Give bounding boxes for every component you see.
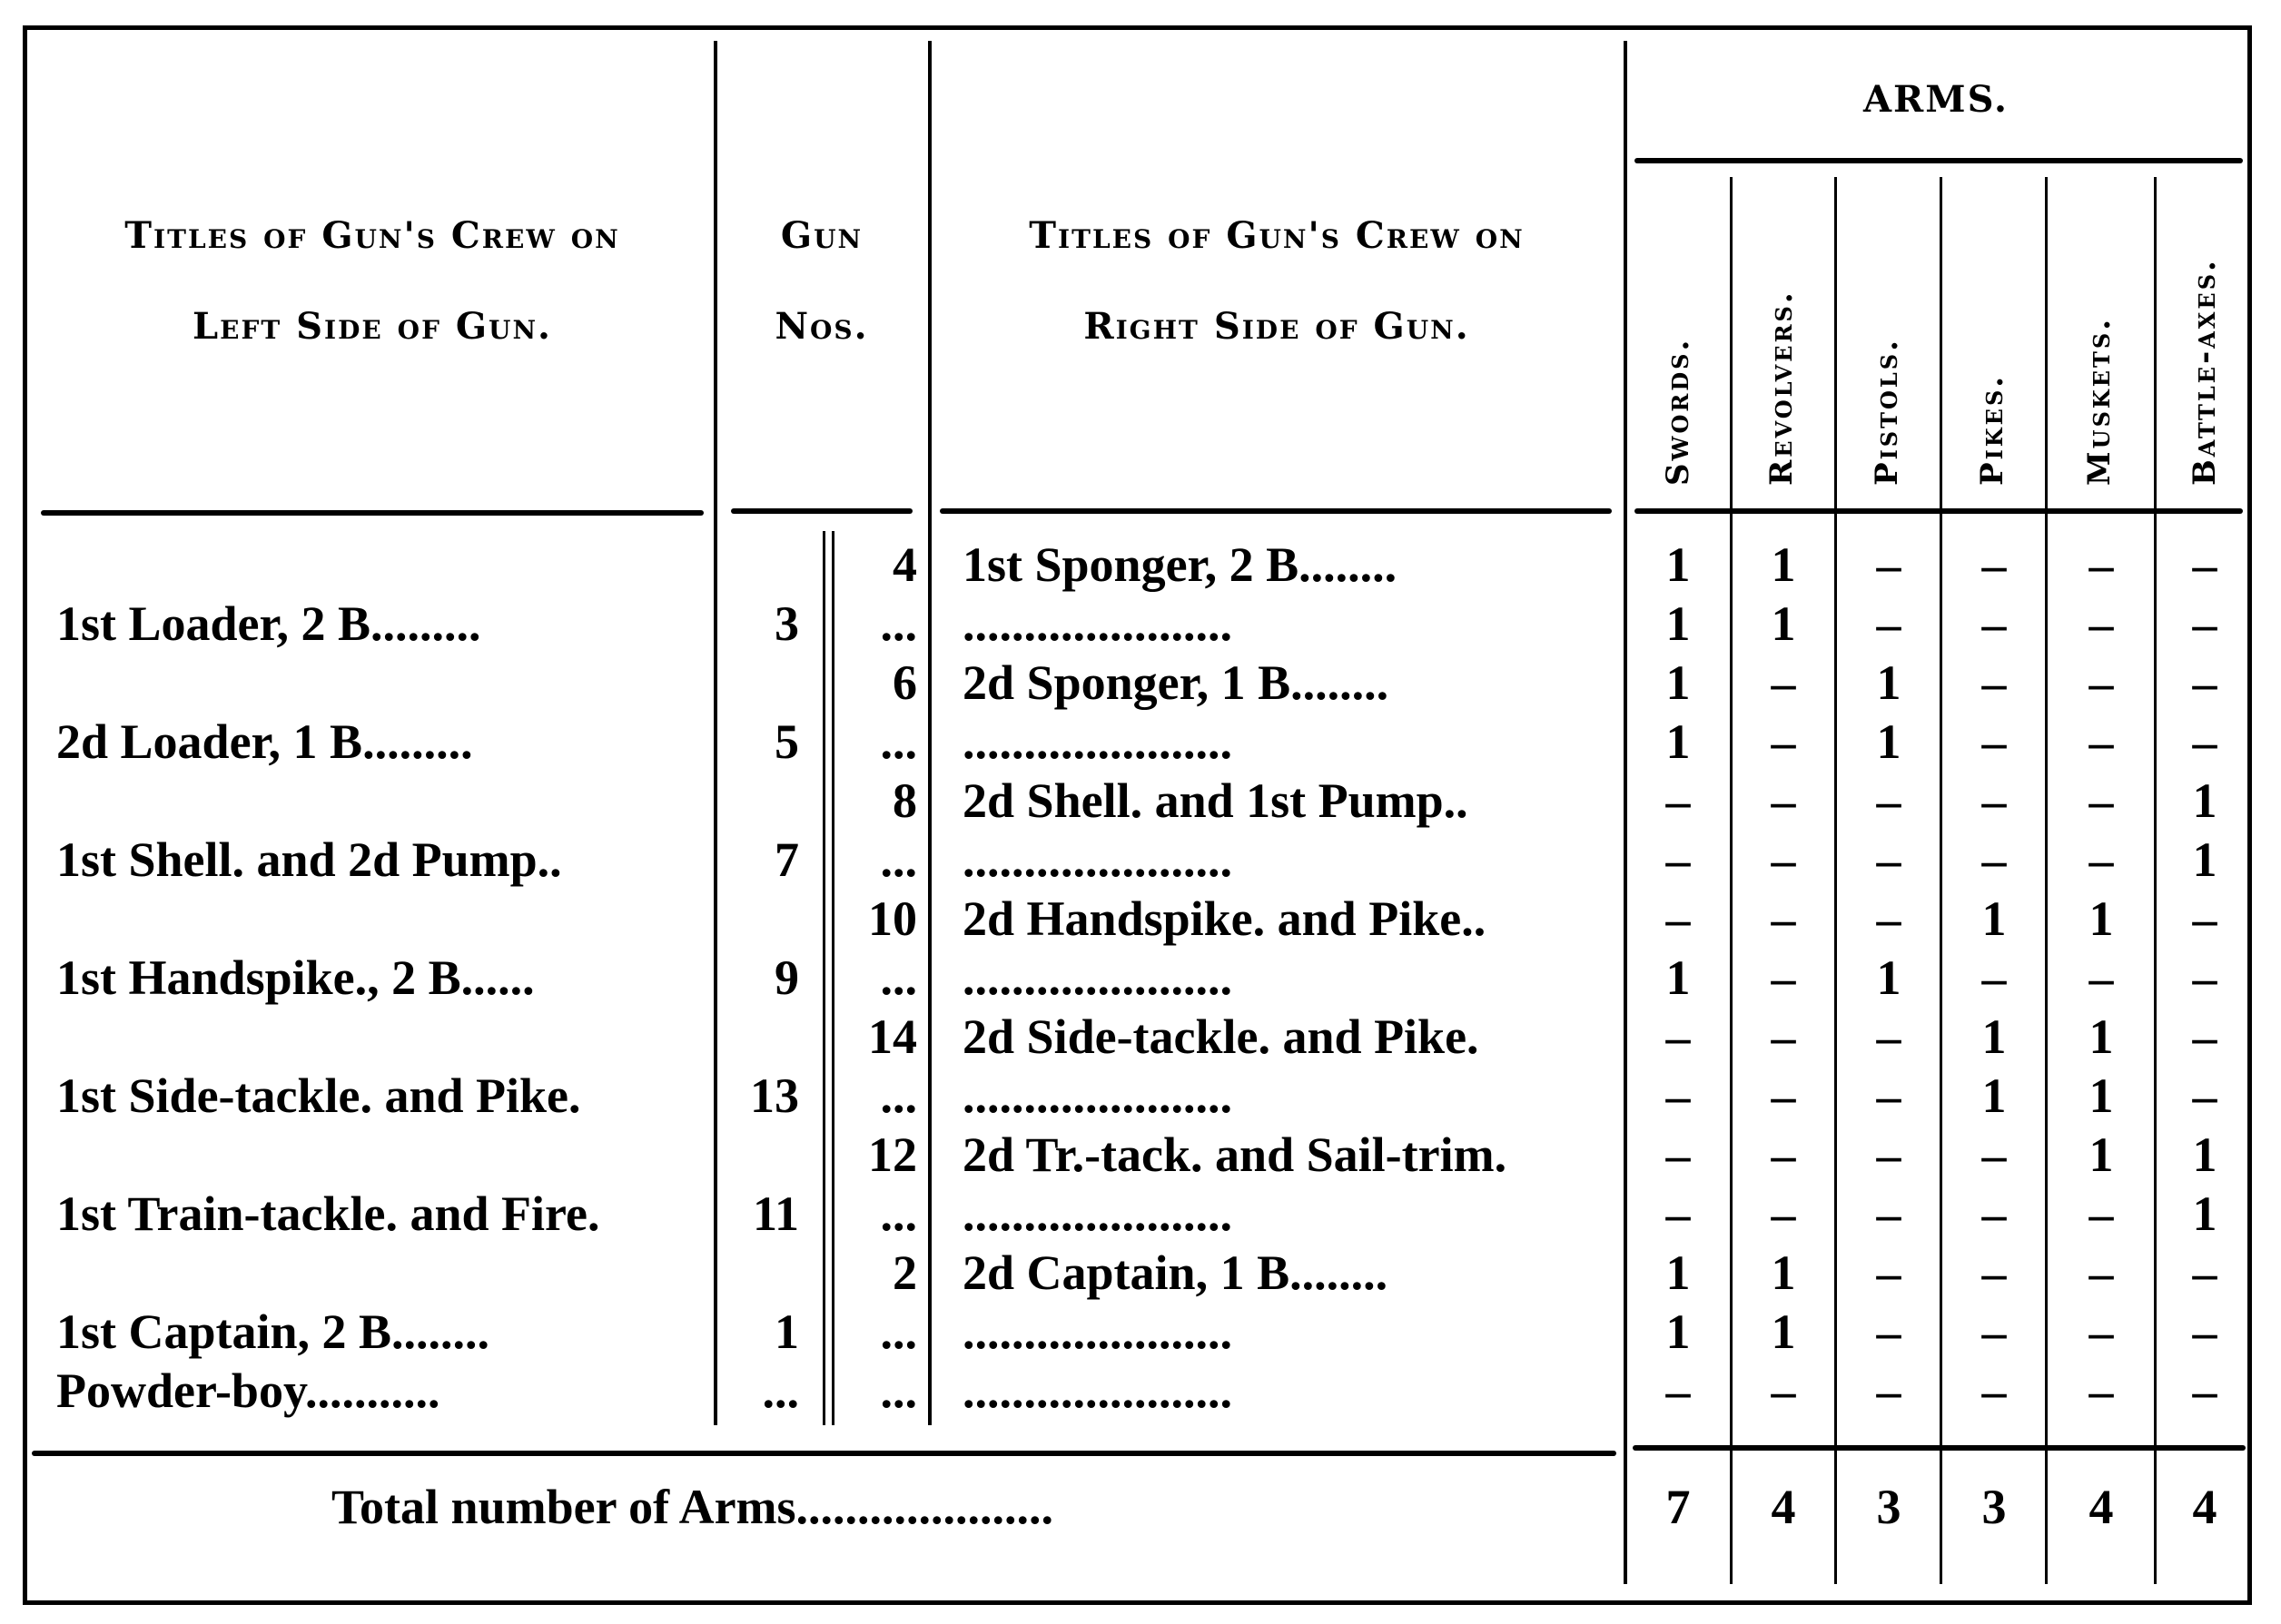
arms-value: – [1876, 1127, 1901, 1182]
arms-value: – [1981, 1363, 2007, 1418]
arms-value: – [2192, 655, 2217, 710]
header-rule-left [41, 510, 704, 516]
arms-value: 1 [1876, 714, 1901, 769]
right-gun-no: ... [880, 596, 917, 651]
arms-value: 1 [2088, 891, 2114, 946]
arms-value: 1 [1771, 1245, 1796, 1300]
arms-value: – [1771, 714, 1796, 769]
left-crew-title: Powder-boy........... [56, 1363, 440, 1418]
gun-nos-line1: Gun [780, 214, 864, 257]
arms-value: 1 [1665, 655, 1691, 710]
arms-value: – [1876, 832, 1901, 887]
arms-value: – [1771, 950, 1796, 1005]
arms-value: – [2088, 537, 2114, 592]
right-crew-title: ...................... [963, 1363, 1232, 1418]
arms-value: 1 [1771, 537, 1796, 592]
right-gun-no: 8 [893, 773, 917, 828]
arms-value: 1 [1981, 1068, 2007, 1123]
right-crew-title: ...................... [963, 596, 1232, 651]
arms-value: – [2192, 891, 2217, 946]
right-title-line1: Titles of Gun's Crew on [1029, 214, 1525, 257]
arms-value: – [1665, 891, 1691, 946]
arms-value: – [1981, 655, 2007, 710]
right-gun-no: 10 [868, 891, 917, 946]
left-title-header [36, 191, 708, 372]
arms-value: – [2192, 1245, 2217, 1300]
header-rule-right [940, 508, 1612, 514]
arms-value: – [1771, 1068, 1796, 1123]
arms-value: – [1876, 596, 1901, 651]
right-crew-title: ...................... [963, 1068, 1232, 1123]
right-crew-title: 2d Sponger, 1 B........ [963, 655, 1389, 710]
right-crew-title: ...................... [963, 832, 1232, 887]
total-value: 4 [2192, 1480, 2217, 1534]
arms-value: 1 [1665, 950, 1691, 1005]
right-crew-title: ...................... [963, 714, 1232, 769]
arms-value: 1 [2192, 832, 2217, 887]
arms-value: 1 [1665, 714, 1691, 769]
right-crew-title: 2d Shell. and 1st Pump.. [963, 773, 1468, 828]
left-crew-title: 1st Captain, 2 B........ [56, 1304, 490, 1359]
arms-value: – [1876, 773, 1901, 828]
right-gun-no: ... [880, 1304, 917, 1359]
arms-value: – [1665, 1068, 1691, 1123]
gun-nos-header [717, 191, 926, 372]
arms-value: – [1876, 1068, 1901, 1123]
totals-rule-left [32, 1451, 1616, 1456]
arms-value: 1 [1771, 596, 1796, 651]
right-gun-no: 4 [893, 537, 917, 592]
left-crew-title: 1st Loader, 2 B......... [56, 596, 481, 651]
right-crew-title: 2d Tr.-tack. and Sail-trim. [963, 1127, 1507, 1182]
arms-value: 1 [2088, 1009, 2114, 1064]
arms-header: ARMS. [1863, 78, 2009, 121]
arms-value: 1 [2192, 1186, 2217, 1241]
right-crew-title: 2d Handspike. and Pike.. [963, 891, 1486, 946]
arms-value: – [1876, 1186, 1901, 1241]
arms-value: – [1876, 1304, 1901, 1359]
arms-value: – [2088, 1363, 2114, 1418]
arms-value: – [1665, 773, 1691, 828]
left-title-line1: Titles of Gun's Crew on [124, 214, 620, 257]
total-value: 3 [1876, 1480, 1901, 1534]
total-value: 3 [1981, 1480, 2007, 1534]
arms-value: – [1771, 1363, 1796, 1418]
arms-value: 1 [1665, 537, 1691, 592]
arms-value: – [1665, 1009, 1691, 1064]
arms-divider-3 [1940, 177, 1942, 1584]
left-gun-no: 11 [752, 1186, 799, 1241]
left-gun-no: ... [762, 1363, 799, 1418]
right-gun-no: ... [880, 1186, 917, 1241]
arms-value: – [1771, 832, 1796, 887]
arms-value: – [1981, 1186, 2007, 1241]
arms-value: 1 [1981, 1009, 2007, 1064]
arms-value: 1 [1771, 1304, 1796, 1359]
arms-value: – [2088, 1186, 2114, 1241]
right-crew-title: 1st Sponger, 2 B........ [963, 537, 1397, 592]
left-crew-title: 2d Loader, 1 B......... [56, 714, 473, 769]
arms-value: – [1981, 596, 2007, 651]
right-title-line2: Right Side of Gun. [1083, 305, 1470, 348]
right-gun-no: 12 [868, 1127, 917, 1182]
arms-value: – [1771, 1009, 1796, 1064]
right-crew-title: 2d Side-tackle. and Pike. [963, 1009, 1479, 1064]
arms-divider-2 [1834, 177, 1837, 1584]
arms-value: 1 [1665, 596, 1691, 651]
left-title-line2: Left Side of Gun. [193, 305, 552, 348]
arms-value: – [1981, 714, 2007, 769]
right-gun-no: ... [880, 1068, 917, 1123]
arms-value: 1 [1876, 655, 1901, 710]
arms-value: – [1876, 891, 1901, 946]
arms-value: – [2088, 655, 2114, 710]
right-crew-title: ...................... [963, 1186, 1232, 1241]
left-gun-no: 1 [775, 1304, 799, 1359]
arms-col-muskets: Muskets. [2081, 316, 2118, 486]
arms-value: – [1981, 950, 2007, 1005]
arms-col-pistols: Pistols. [1869, 338, 1905, 486]
arms-value: – [2192, 1304, 2217, 1359]
arms-value: 1 [2192, 773, 2217, 828]
arms-value: 1 [2088, 1127, 2114, 1182]
right-gun-no: ... [880, 832, 917, 887]
right-gun-no: 2 [893, 1245, 917, 1300]
total-value: 4 [1771, 1480, 1796, 1534]
arms-value: – [1665, 1186, 1691, 1241]
arms-col-pikes: Pikes. [1974, 373, 2010, 486]
arms-value: – [1981, 1304, 2007, 1359]
arms-value: 1 [1876, 950, 1901, 1005]
arms-value: 1 [1981, 891, 2007, 946]
arms-value: – [1876, 1245, 1901, 1300]
arms-value: – [1876, 1009, 1901, 1064]
right-crew-title: ...................... [963, 1304, 1232, 1359]
arms-value: – [1981, 537, 2007, 592]
arms-value: – [2192, 596, 2217, 651]
right-crew-title: 2d Captain, 1 B........ [963, 1245, 1388, 1300]
arms-header-rule [1634, 158, 2243, 163]
arms-value: – [2192, 1363, 2217, 1418]
left-crew-title: 1st Train-tackle. and Fire. [56, 1186, 600, 1241]
arms-divider-5 [2154, 177, 2157, 1584]
arms-value: – [2088, 773, 2114, 828]
left-gun-no: 3 [775, 596, 799, 651]
arms-value: – [1771, 773, 1796, 828]
arms-value: – [2088, 714, 2114, 769]
left-gun-no: 13 [750, 1068, 799, 1123]
arms-value: 1 [2192, 1127, 2217, 1182]
arms-value: – [1981, 832, 2007, 887]
header-rule-gun [731, 508, 913, 514]
arms-col-swords: Swords. [1660, 337, 1696, 486]
arms-col-revolvers: Revolvers. [1763, 290, 1800, 486]
left-crew-title: 1st Handspike., 2 B...... [56, 950, 535, 1005]
arms-value: – [2192, 950, 2217, 1005]
arms-value: – [1876, 537, 1901, 592]
arms-value: – [2088, 1245, 2114, 1300]
right-gun-no: 14 [868, 1009, 917, 1064]
header-rule-arms [1634, 508, 2243, 514]
left-crew-title: 1st Side-tackle. and Pike. [56, 1068, 581, 1123]
arms-value: – [2192, 714, 2217, 769]
arms-value: – [1771, 655, 1796, 710]
arms-value: – [1771, 891, 1796, 946]
arms-value: – [2088, 596, 2114, 651]
arms-value: 1 [1665, 1304, 1691, 1359]
left-gun-no: 7 [775, 832, 799, 887]
arms-value: – [2192, 1009, 2217, 1064]
totals-rule-arms [1633, 1445, 2246, 1451]
right-title-header [932, 191, 1622, 372]
arms-value: – [2192, 1068, 2217, 1123]
right-gun-no: 6 [893, 655, 917, 710]
arms-value: 1 [2088, 1068, 2114, 1123]
right-gun-no: ... [880, 950, 917, 1005]
arms-value: – [1981, 773, 2007, 828]
arms-value: – [1981, 1127, 2007, 1182]
total-value: 7 [1665, 1480, 1691, 1534]
left-crew-title: 1st Shell. and 2d Pump.. [56, 832, 562, 887]
arms-value: – [2088, 1304, 2114, 1359]
gun-double-line-1 [823, 531, 825, 1425]
arms-value: – [1665, 1127, 1691, 1182]
arms-value: – [1665, 1363, 1691, 1418]
arms-value: 1 [1665, 1245, 1691, 1300]
arms-value: – [2192, 537, 2217, 592]
gun-nos-line2: Nos. [775, 305, 869, 348]
left-gun-no: 9 [775, 950, 799, 1005]
right-crew-title: ...................... [963, 950, 1232, 1005]
total-value: 4 [2088, 1480, 2114, 1534]
arms-value: – [2088, 832, 2114, 887]
arms-value: – [1771, 1186, 1796, 1241]
arms-divider-4 [2045, 177, 2048, 1584]
arms-value: – [1876, 1363, 1901, 1418]
arms-value: – [2088, 950, 2114, 1005]
arms-value: – [1771, 1127, 1796, 1182]
arms-value: – [1981, 1245, 2007, 1300]
arms-col-battle-axes: Battle-axes. [2187, 258, 2223, 486]
right-gun-no: ... [880, 1363, 917, 1418]
gun-double-line-2 [832, 531, 834, 1425]
totals-label: Total number of Arms..................... [331, 1480, 1054, 1534]
right-gun-no: ... [880, 714, 917, 769]
left-gun-no: 5 [775, 714, 799, 769]
arms-value: – [1665, 832, 1691, 887]
